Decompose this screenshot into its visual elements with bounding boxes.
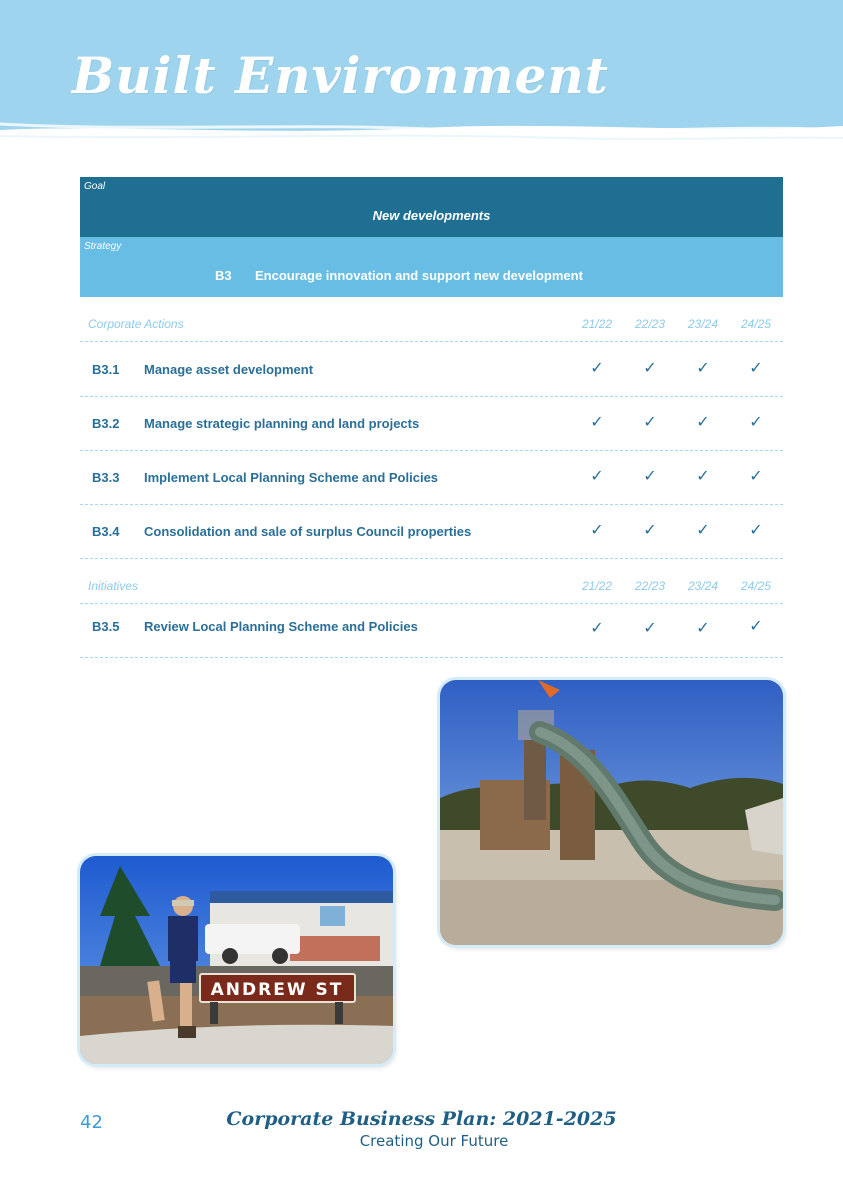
table-row [80,396,783,451]
goal-tag: Goal [84,181,106,192]
check-icon: ✓ [643,620,657,637]
year-label: 22/23 [634,317,666,331]
strategy-line [215,268,583,283]
action-code: B3.2 [92,416,120,431]
page-number: 42 [80,1112,103,1133]
check-icon: ✓ [749,522,763,539]
brush-stroke-divider [0,110,843,165]
goal-box [80,177,783,237]
check-icon: ✓ [696,468,710,485]
footer-title: Corporate Business Plan: 2021-2025 [226,1108,617,1130]
street-sign-photo [80,856,393,1064]
check-icon: ✓ [696,620,710,637]
action-code: B3.3 [92,470,120,485]
strategy-code: B3 [215,268,232,283]
street-sign-text: ANDREW ST [210,980,344,1000]
action-code: B3.4 [92,524,120,539]
year-label: 23/24 [687,317,719,331]
check-icon: ✓ [643,414,657,431]
action-code: B3.1 [92,362,120,377]
initiatives-label: Initiatives [88,579,139,593]
action-text: Manage strategic planning and land projects [144,416,420,431]
table-row [80,604,783,658]
page-title: Built Environment [72,46,609,105]
check-icon: ✓ [643,360,657,377]
strategy-tag: Strategy [84,241,122,252]
year-label: 21/22 [581,579,613,593]
table-row [80,504,783,559]
check-icon: ✓ [696,414,710,431]
initiative-text: Review Local Planning Scheme and Policies [144,619,418,634]
check-icon: ✓ [749,360,763,377]
year-label: 21/22 [581,317,613,331]
check-icon: ✓ [696,522,710,539]
playground-photo [440,680,783,945]
check-icon: ✓ [590,468,604,485]
action-text: Consolidation and sale of surplus Council properties [144,524,472,539]
table-row [80,342,783,397]
check-icon: ✓ [749,468,763,485]
table-row [80,450,783,505]
actions-header-row [80,297,783,342]
action-text: Manage asset development [144,362,314,377]
footer-subtitle: Creating Our Future [359,1132,509,1150]
action-text: Implement Local Planning Scheme and Policies [144,470,439,485]
check-icon: ✓ [643,522,657,539]
year-label: 24/25 [740,579,772,593]
strategy-box [80,237,783,297]
check-icon: ✓ [590,522,604,539]
initiatives-header-row [80,559,783,604]
goal-title: New developments [372,208,491,223]
check-icon: ✓ [590,620,604,637]
check-icon: ✓ [749,618,763,635]
year-label: 22/23 [634,579,666,593]
check-icon: ✓ [643,468,657,485]
initiative-code: B3.5 [92,619,120,634]
check-icon: ✓ [749,414,763,431]
check-icon: ✓ [590,414,604,431]
strategy-title: Encourage innovation and support new development [255,268,583,283]
year-label: 23/24 [687,579,719,593]
check-icon: ✓ [696,360,710,377]
actions-label: Corporate Actions [88,317,184,331]
check-icon: ✓ [590,360,604,377]
year-label: 24/25 [740,317,772,331]
